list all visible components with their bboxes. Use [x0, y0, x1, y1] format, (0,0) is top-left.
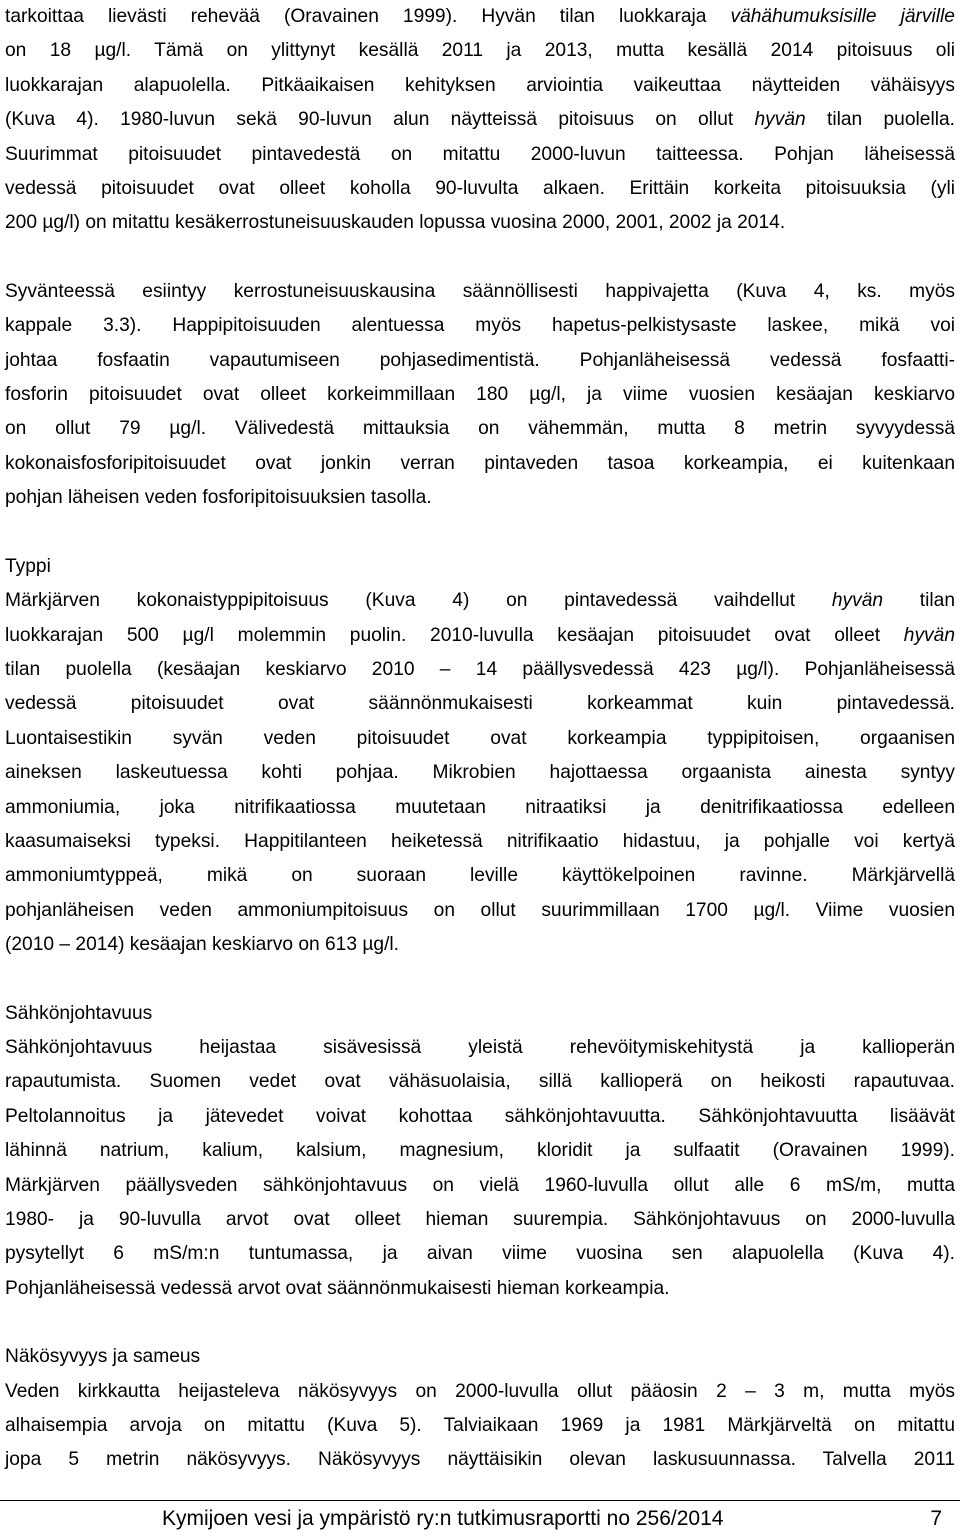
text-line: Peltolannoitus ja jätevedet voivat kohottaa sähkönjohtavuutta. Sähkönjohtavuutta lisäävät — [5, 1105, 955, 1127]
text-line: 200 µg/l) on mitattu kesäkerrostuneisuuskauden lopussa vuosina 2000, 2001, 2002 ja 2014. — [5, 212, 786, 234]
section-heading-typpi: Typpi — [5, 555, 51, 577]
text-line: pysytellyt 6 mS/m:n tuntumassa, ja aivan viime vuosina sen alapuolella (Kuva 4). — [5, 1243, 955, 1265]
text-line: alhaisempia arvoja on mitattu (Kuva 5). Talviaikaan 1969 ja 1981 Märkjärveltä on mitattu — [5, 1415, 955, 1437]
text-line: Suurimmat pitoisuudet pintavedestä on mitattu 2000-luvun taitteessa. Pohjan läheisessä — [5, 143, 955, 165]
text-line: aineksen laskeutuessa kohti pohjaa. Mikrobien hajottaessa orgaanista ainesta syntyy — [5, 762, 955, 784]
text-line: kaasumaiseksi typeksi. Happitilanteen heiketessä nitrifikaatio hidastuu, ja pohjalle voi kertyä — [5, 830, 955, 852]
paragraph-p5 — [5, 1375, 955, 1478]
text-line: Märkjärven päällysveden sähkönjohtavuus on vielä 1960-luvulla ollut alle 6 mS/m, mutta — [5, 1174, 955, 1196]
text-line: tarkoittaa lievästi rehevää (Oravainen 1999). Hyvän tilan luokkaraja vähähumuksisille järville — [5, 6, 955, 27]
text-line: vedessä pitoisuudet ovat säännönmukaisesti korkeammat kuin pintavedessä. — [5, 693, 955, 715]
text-line: Veden kirkkautta heijasteleva näkösyvyys on 2000-luvulla ollut pääosin 2 – 3 m, mutta myös — [5, 1380, 955, 1402]
text-line: (2010 – 2014) kesäajan keskiarvo on 613 µg/l. — [5, 934, 399, 956]
text-line: luokkarajan 500 µg/l molemmin puolin. 2010-luvulla kesäajan pitoisuudet ovat olleet hyvän — [5, 624, 955, 646]
text-line: johtaa fosfaatin vapautumiseen pohjasedimentistä. Pohjanläheisessä vedessä fosfaatti- — [5, 349, 955, 371]
paragraph-spacer — [5, 516, 955, 550]
document-page — [5, 0, 955, 1478]
section-heading-sahko: Sähkönjohtavuus — [5, 1002, 153, 1024]
text-line: jopa 5 metrin näkösyvyys. Näkösyvyys näyttäisikin olevan laskusuunnassa. Talvella 2011 — [5, 1449, 955, 1471]
text-line: kappale 3.3). Happipitoisuuden alentuessa myös hapetus-pelkistysaste laskee, mikä voi — [5, 315, 955, 337]
text-line: fosforin pitoisuudet ovat olleet korkeimmillaan 180 µg/l, ja viime vuosien kesäajan keskiarvo — [5, 384, 955, 406]
text-line: (Kuva 4). 1980-luvun sekä 90-luvun alun näytteissä pitoisuus on ollut hyvän tilan puolella. — [5, 109, 955, 131]
text-line: lähinnä natrium, kalium, kalsium, magnesium, kloridit ja sulfaatit (Oravainen 1999). — [5, 1140, 955, 1162]
italic-term: hyvän — [754, 109, 806, 131]
page-footer — [0, 1505, 960, 1533]
paragraph-p1 — [5, 0, 955, 241]
paragraph-spacer — [5, 963, 955, 997]
text-line: on ollut 79 µg/l. Välivedestä mittauksia on vähemmän, mutta 8 metrin syvyydessä — [5, 418, 955, 440]
italic-term: hyvän — [831, 590, 884, 612]
footer-divider — [0, 1500, 960, 1501]
text-line: on 18 µg/l. Tämä on ylittynyt kesällä 2011 ja 2013, mutta kesällä 2014 pitoisuus oli — [5, 40, 955, 62]
text-line: luokkarajan alapuolella. Pitkäaikaisen kehityksen arviointia vaikeuttaa näytteiden vähäisyys — [5, 74, 955, 96]
text-line: kokonaisfosforipitoisuudet ovat jonkin verran pintaveden tasoa korkeampia, ei kuitenkaan — [5, 452, 955, 474]
paragraph-p4 — [5, 1031, 955, 1306]
text-line: vedessä pitoisuudet ovat olleet koholla 90-luvulta alkaen. Erittäin korkeita pitoisuuksia (yli — [5, 178, 955, 200]
text-line: 1980- ja 90-luvulla arvot ovat olleet hieman suurempia. Sähkönjohtavuus on 2000-luvulla — [5, 1209, 955, 1230]
text-line: pohjan läheisen veden fosforipitoisuuksien tasolla. — [5, 487, 432, 509]
text-line: Märkjärven kokonaistyppipitoisuus (Kuva 4) on pintavedessä vaihdellut hyvän tilan — [5, 590, 956, 612]
page-number: 7 — [930, 1507, 942, 1530]
paragraph-spacer — [5, 241, 955, 275]
text-line: ammoniumia, joka nitrifikaatiossa muutetaan nitraatiksi ja denitrifikaatiossa edelleen — [5, 796, 955, 818]
text-line: Syvänteessä esiintyy kerrostuneisuuskausina säännöllisesti happivajetta (Kuva 4, ks. myös — [5, 280, 955, 302]
text-line: Sähkönjohtavuus heijastaa sisävesissä yleistä rehevöitymiskehitystä ja kallioperän — [5, 1036, 955, 1058]
section-heading-nako: Näkösyvyys ja sameus — [5, 1346, 201, 1368]
text-line: Pohjanläheisessä vedessä arvot ovat säännönmukaisesti hieman korkeampia. — [5, 1277, 670, 1299]
text-line: tilan puolella (kesäajan keskiarvo 2010 – 14 päällysvedessä 423 µg/l). Pohjanläheisessä — [5, 658, 955, 680]
text-line: rapautumista. Suomen vedet ovat vähäsuolaisia, sillä kallioperä on heikosti rapautuvaa. — [5, 1071, 955, 1093]
italic-term: vähähumuksisille järville — [730, 6, 955, 27]
paragraph-p3 — [5, 584, 955, 962]
paragraph-spacer — [5, 1306, 955, 1340]
paragraph-p2 — [5, 275, 955, 516]
italic-term: hyvän — [903, 624, 955, 646]
text-line: Luontaisestikin syvän veden pitoisuudet ovat korkeampia typpipitoisen, orgaanisen — [5, 727, 955, 749]
text-line: pohjanläheisen veden ammoniumpitoisuus on ollut suurimmillaan 1700 µg/l. Viime vuosien — [5, 899, 955, 921]
document-body — [5, 0, 955, 1478]
text-line: ammoniumtyppeä, mikä on suoraan leville käyttökelpoinen ravinne. Märkjärvellä — [5, 865, 955, 887]
footer-report-title: Kymijoen vesi ja ympäristö ry:n tutkimusraportti no 256/2014 — [162, 1507, 724, 1530]
